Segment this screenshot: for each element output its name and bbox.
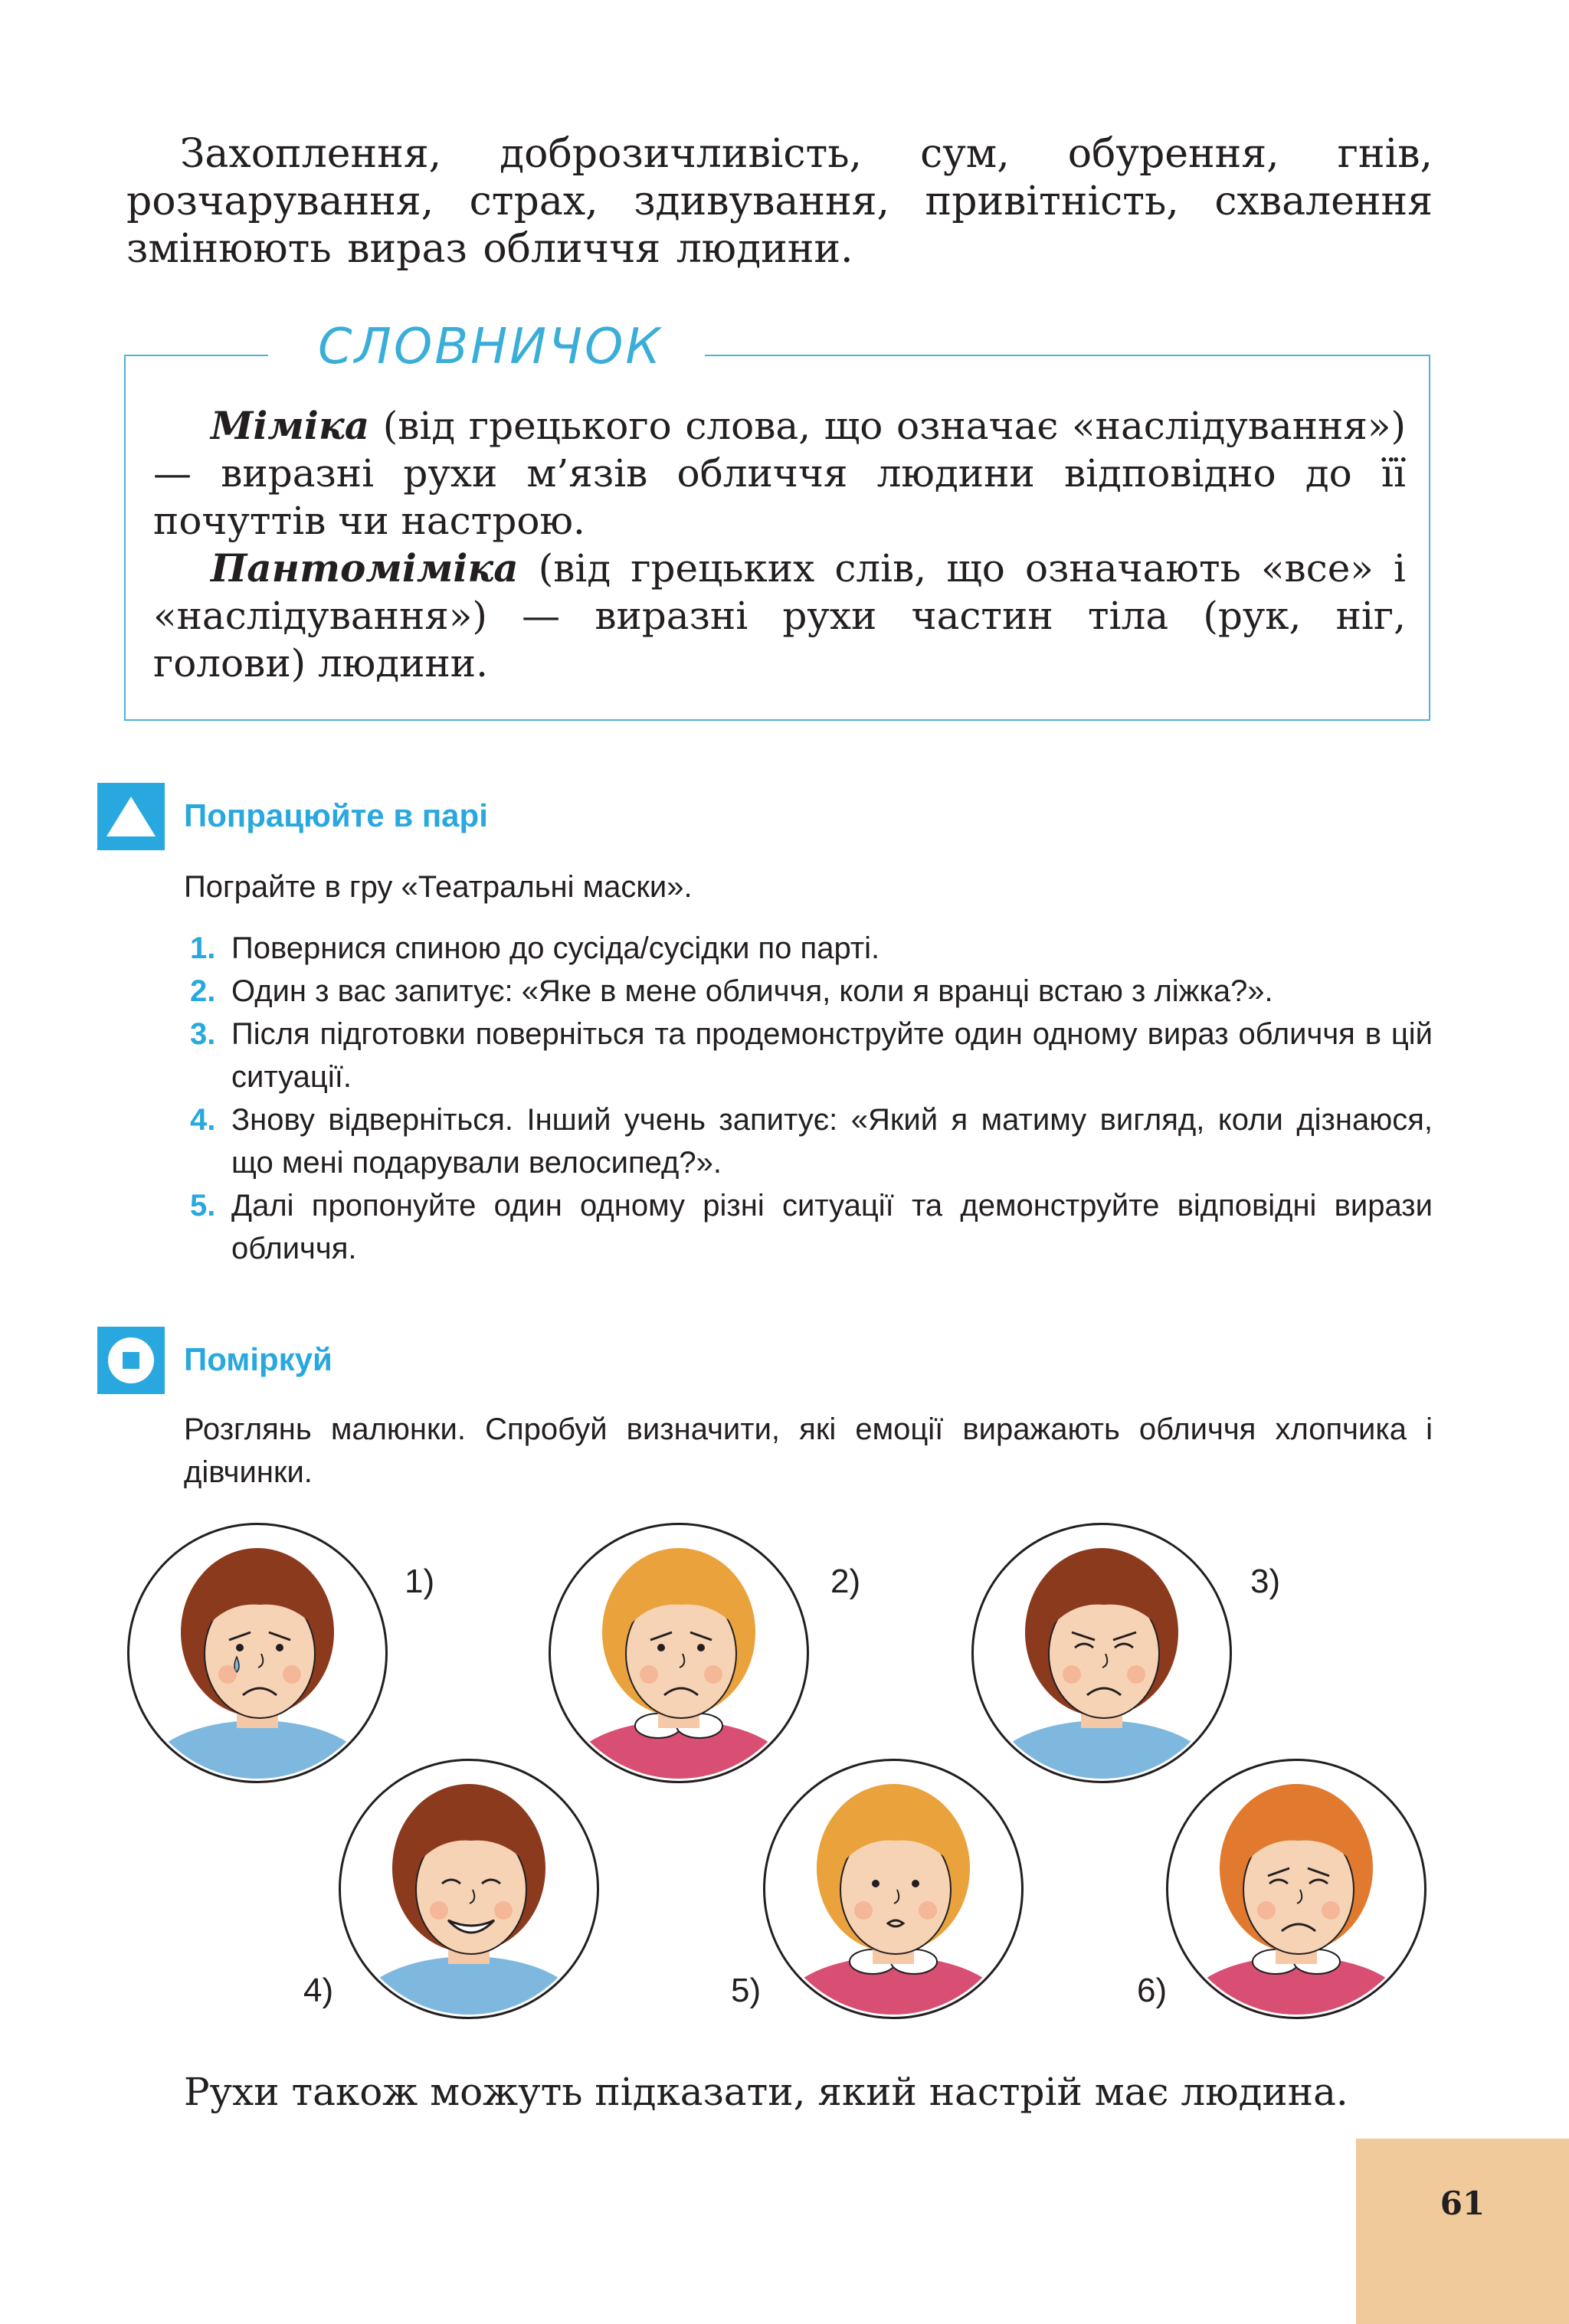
cheek-shape xyxy=(1257,1901,1276,1920)
step-text: Далі пропонуйте один одному різні ситуації та демонструйте відповідні вирази обличчя. xyxy=(231,1189,1433,1265)
face-label-1: 1) xyxy=(405,1563,435,1600)
steps-list xyxy=(184,927,1433,1270)
section-title-think: Поміркуй xyxy=(184,1341,332,1377)
step-number: 2. xyxy=(190,974,216,1008)
cheek-shape xyxy=(854,1901,873,1920)
face-illustration-1 xyxy=(127,1523,388,1783)
think-text: Розглянь малюнки. Спробуй визначити, які емоції виражають обличчя хлопчика і дівчинки. xyxy=(184,1412,1433,1489)
cheek-shape xyxy=(218,1665,237,1684)
cheek-shape xyxy=(494,1901,513,1920)
glossary-term: Пантоміміка xyxy=(211,545,519,591)
list-item xyxy=(184,927,1433,970)
cheek-shape xyxy=(1322,1901,1340,1920)
step-number: 4. xyxy=(190,1103,216,1137)
outro-paragraph: Рухи також можуть підказати, який настрій має людина. xyxy=(184,2070,1348,2114)
face-label-4: 4) xyxy=(303,1972,334,2009)
step-number: 5. xyxy=(190,1189,216,1223)
cheek-shape xyxy=(430,1901,448,1920)
step-number: 1. xyxy=(190,931,216,965)
stop-square-icon xyxy=(97,1327,165,1394)
page-number-tab xyxy=(1356,2139,1569,2324)
face-illustration-4 xyxy=(339,1759,599,2019)
cheek-shape xyxy=(919,1901,937,1920)
cheek-shape xyxy=(1063,1665,1081,1684)
face-label-3: 3) xyxy=(1250,1563,1281,1600)
face-label-2: 2) xyxy=(830,1563,861,1600)
face-illustration-5 xyxy=(763,1759,1024,2019)
shirt-shape xyxy=(142,1720,372,1781)
list-item xyxy=(184,1013,1433,1098)
cheek-shape xyxy=(640,1665,658,1684)
glossary-definition: (від грецьких слів, що означають «все» і «наслідування») — виразні рухи частин тіла (рук, ніг, голови) людини. xyxy=(153,546,1406,686)
list-item xyxy=(184,1098,1433,1184)
glossary-entry xyxy=(153,402,1406,545)
glossary-term: Міміка xyxy=(211,403,370,448)
step-text: Знову відверніться. Інший учень запитує: «Який я матиму вигляд, коли дізнаюся, що мені подарували велосипед?». xyxy=(231,1103,1433,1180)
glossary-definition: (від грецького слова, що означає «наслідування») — виразні рухи м’язів обличчя людини відповідно до її почуттів чи настрою. xyxy=(153,404,1406,543)
list-item xyxy=(184,970,1433,1013)
cheek-shape xyxy=(1127,1665,1145,1684)
list-item xyxy=(184,1184,1433,1270)
face-label-6: 6) xyxy=(1137,1972,1168,2009)
eye-shape xyxy=(276,1644,283,1651)
glossary-text xyxy=(153,402,1406,687)
step-text: Після підготовки поверніться та продемонструйте один одному вираз обличчя в цій ситуації. xyxy=(231,1017,1433,1094)
glossary-title: СЛОВНИЧОК xyxy=(268,313,705,381)
triangle-icon xyxy=(97,783,165,850)
face-illustration-3 xyxy=(971,1523,1232,1783)
cheek-shape xyxy=(704,1665,722,1684)
eye-shape xyxy=(872,1880,879,1887)
shirt-shape xyxy=(354,1956,584,2017)
eye-shape xyxy=(236,1644,244,1651)
page-number: 61 xyxy=(1440,2185,1485,2222)
section-title-pair-work: Попрацюйте в парі xyxy=(184,797,488,833)
cheek-shape xyxy=(283,1665,301,1684)
step-number: 3. xyxy=(190,1017,216,1051)
glossary-entry xyxy=(153,545,1406,687)
face-label-5: 5) xyxy=(731,1972,762,2009)
eye-shape xyxy=(912,1880,919,1887)
intro-paragraph: Захоплення, доброзичливість, сум, обурення, гнів, розчарування, страх, здивування, привітність, схвалення змінюють вираз обличчя людини. xyxy=(126,131,1433,272)
pair-work-lead: Пограйте в гру «Театральні маски». xyxy=(184,870,693,904)
eye-shape xyxy=(657,1644,665,1651)
eye-shape xyxy=(697,1644,705,1651)
step-text: Один з вас запитує: «Яке в мене обличчя, коли я вранці встаю з ліжка?». xyxy=(231,974,1273,1008)
face-illustration-6 xyxy=(1166,1759,1427,2019)
step-text: Повернися спиною до сусіда/сусідки по парті. xyxy=(231,931,880,965)
face-illustration-2 xyxy=(549,1523,809,1783)
